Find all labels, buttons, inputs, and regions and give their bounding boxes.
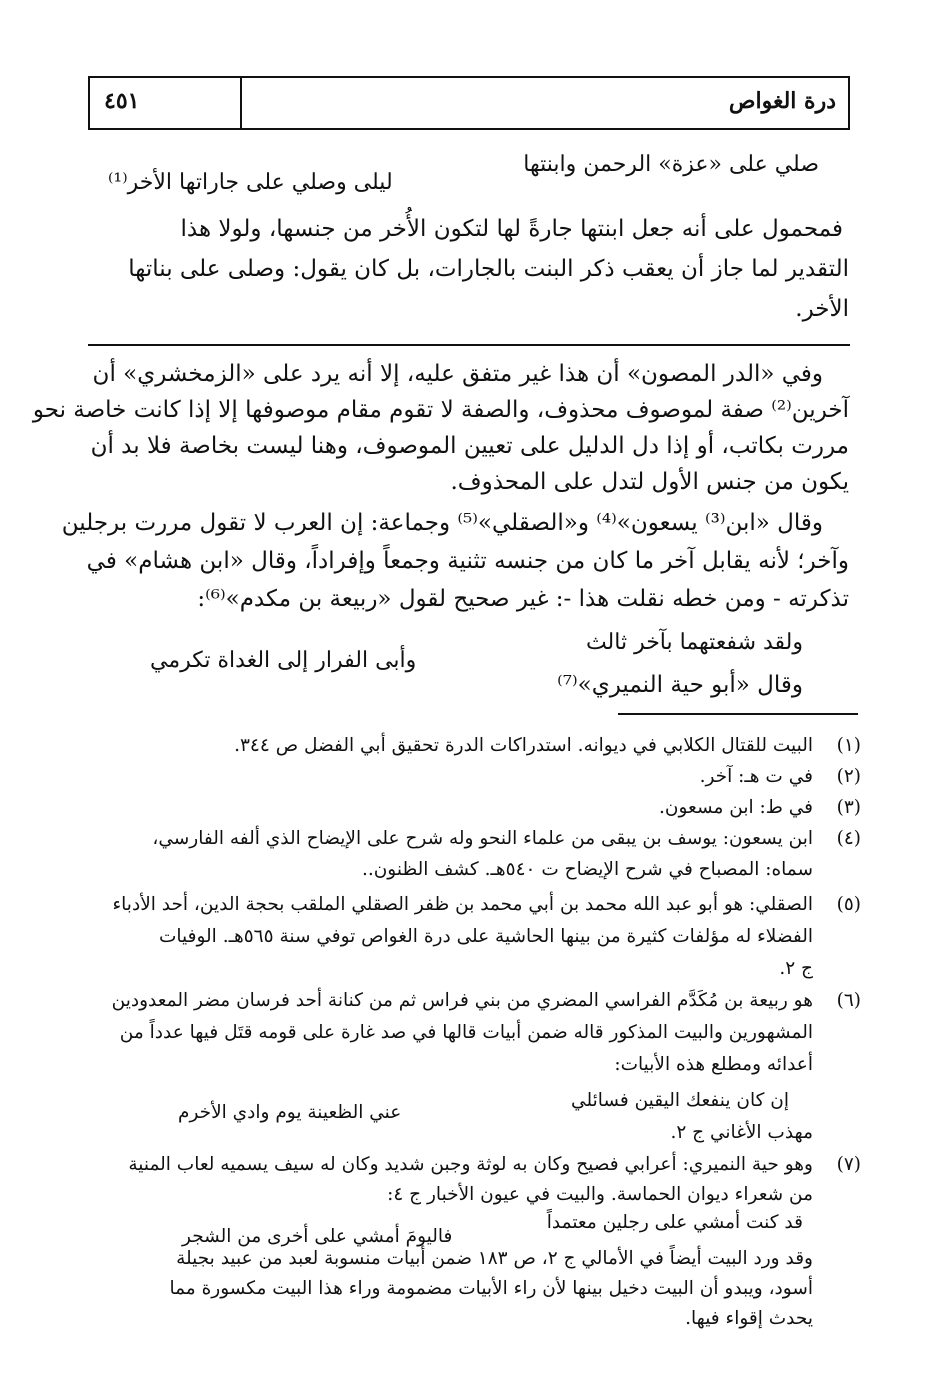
footnote-line: البيت للقتال الكلابي في ديوانه. استدراكات الدرة تحقيق أبي الفضل ص ٣٤٤. bbox=[234, 735, 813, 756]
footnote-number: (٧) bbox=[836, 1154, 861, 1175]
footnote-line: سماه: المصباح في شرح الإيضاح ت ٥٤٠هـ. كشف الظنون.. bbox=[361, 859, 813, 880]
footnote-verse-second-hemistich: عني الظعينة يوم وادي الأخرم bbox=[178, 1102, 402, 1123]
footnote-number: (٤) bbox=[836, 828, 861, 849]
footnote-line: ج ٢. bbox=[779, 958, 813, 979]
footnote-line: من شعراء ديوان الحماسة. والبيت في عيون الأخبار ج ٤: bbox=[387, 1184, 813, 1205]
page-number: ٤٥١ bbox=[104, 88, 140, 114]
text-line: وآخر؛ لأنه يقابل آخر ما كان من جنسه تثنية وجمعاً وإفراداً، وقال «ابن هشام» في bbox=[86, 548, 849, 574]
verse-first-hemistich: صلي على «عزة» الرحمن وابنتها bbox=[523, 152, 819, 177]
text-line: مررت بكاتب، أو إذا دل الدليل على تعيين الموصوف، وهنا ليست بخاصة فلا بد أن bbox=[90, 433, 849, 459]
running-title: درة الغواص bbox=[728, 88, 836, 114]
header-divider bbox=[240, 78, 242, 128]
text-line: وقال «أبو حية النميري»⁽⁷⁾ bbox=[557, 672, 803, 698]
footnote-number: (٣) bbox=[836, 797, 861, 818]
footnote-number: (٦) bbox=[836, 990, 861, 1011]
footnote-line: المشهورين والبيت المذكور قاله ضمن أبيات قالها في صد غارة على قومه قتَل فيها عدداً من bbox=[119, 1022, 813, 1043]
footnote-number: (١) bbox=[836, 735, 861, 756]
verse-second-hemistich: ليلى وصلي على جاراتها الأخر⁽¹⁾ bbox=[108, 170, 393, 195]
footnote-line: مهذب الأغاني ج ٢. bbox=[670, 1122, 813, 1143]
text-line: التقدير لما جاز أن يعقب ذكر البنت بالجارات، بل كان يقول: وصلى على بناتها bbox=[128, 256, 849, 282]
verse-second-hemistich: وأبى الفرار إلى الغداة تكرمي bbox=[150, 648, 417, 673]
footnote-number: (٢) bbox=[836, 766, 861, 787]
section-rule bbox=[88, 344, 850, 346]
page-header bbox=[88, 76, 850, 130]
footnote-rule bbox=[618, 713, 858, 715]
text-line: تذكرته - ومن خطه نقلت هذا -: غير صحيح لقول «ربيعة بن مكدم»⁽⁶⁾: bbox=[197, 586, 849, 612]
footnote-line: الصقلي: هو أبو عبد الله محمد بن أبي محمد بن ظفر الصقلي الملقب بحجة الدين، أحد الأدباء bbox=[112, 894, 813, 915]
footnote-line: في ط: ابن مسعون. bbox=[659, 797, 813, 818]
footnote-line: وقد ورد البيت أيضاً في الأمالي ج ٢، ص ١٨٣ ضمن أبيات منسوبة لعبد من عبيد بجيلة bbox=[176, 1248, 813, 1269]
footnote-line: في ت هـ: آخر. bbox=[699, 766, 813, 787]
footnote-verse-second-hemistich: فاليومَ أمشي على أخرى من الشجر bbox=[182, 1226, 453, 1247]
footnote-line: هو ربيعة بن مُكَدَّم الفراسي المضري من بني فراس ثم من كنانة أحد فرسان مضر المعدودين bbox=[111, 990, 813, 1011]
footnote-line: ابن يسعون: يوسف بن يبقى من علماء النحو وله شرح على الإيضاح الذي ألفه الفارسي، bbox=[152, 828, 813, 849]
footnote-verse-first-hemistich: قد كنت أمشي على رجلين معتمداً bbox=[546, 1212, 803, 1233]
verse-first-hemistich: ولقد شفعتهما بآخر ثالث bbox=[585, 630, 803, 655]
footnote-verse-first-hemistich: إن كان ينفعك اليقين فسائلي bbox=[571, 1090, 789, 1111]
footnote-line: يحدث إقواء فيها. bbox=[685, 1308, 813, 1329]
footnote-number: (٥) bbox=[836, 894, 861, 915]
text-line: يكون من جنس الأول لتدل على المحذوف. bbox=[450, 469, 849, 495]
footnote-line: أسود، ويبدو أن البيت دخيل بينها لأن راء الأبيات مضمومة وراء هذا البيت مكسورة مما bbox=[169, 1278, 813, 1299]
text-line: آخرين⁽²⁾ صفة لموصوف محذوف، والصفة لا تقوم مقام موصوفها إلا إذا كانت خاصة نحو bbox=[32, 397, 849, 423]
footnote-line: أعدائه ومطلع هذه الأبيات: bbox=[614, 1054, 813, 1075]
footnote-line: الفضلاء له مؤلفات كثيرة من بينها الحاشية على درة الغواص توفي سنة ٥٦٥هـ. الوفيات bbox=[159, 926, 813, 947]
text-line: وقال «ابن⁽³⁾ يسعون»⁽⁴⁾ و«الصقلي»⁽⁵⁾ وجماعة: إن العرب لا تقول مررت برجلين bbox=[61, 510, 823, 536]
text-line: وفي «الدر المصون» أن هذا غير متفق عليه، إلا أنه يرد على «الزمخشري» أن bbox=[92, 361, 823, 387]
text-line: فمحمول على أنه جعل ابنتها جارةً لها لتكون الأُخر من جنسها، ولولا هذا bbox=[180, 216, 843, 242]
footnote-line: وهو حية النميري: أعرابي فصيح وكان به لوثة وجبن شديد وكان له سيف يسميه لعاب المنية bbox=[128, 1154, 813, 1175]
text-line: الأخر. bbox=[795, 296, 849, 322]
